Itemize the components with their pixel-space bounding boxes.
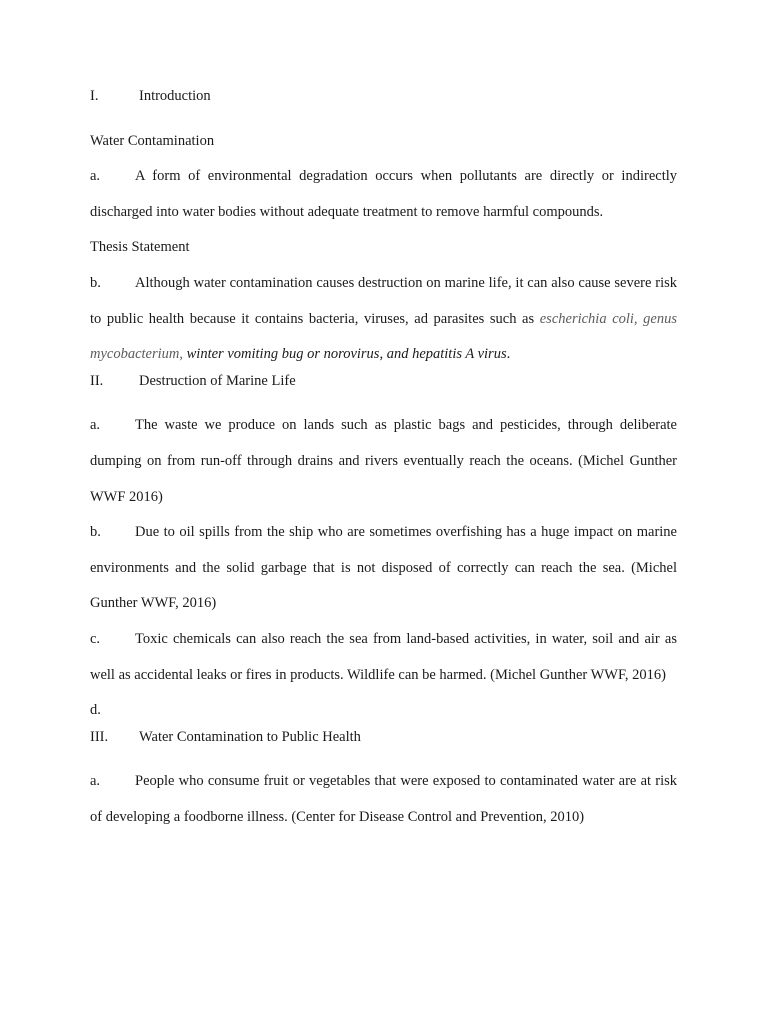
outline-item-2d bbox=[90, 693, 677, 729]
section-heading-1 bbox=[90, 88, 677, 124]
section-title: Introduction bbox=[139, 88, 211, 104]
item-text: Toxic chemicals can also reach the sea from land-based activities, in water, soil and air as well as accidental leaks or fires in products. Wildlife can be harmed. (Michel Gunther WWF, 2016) bbox=[90, 630, 677, 683]
item-text: Due to oil spills from the ship who are sometimes overfishing has a huge impact on marine environments and the solid garbage that is not disposed of correctly can reach the sea. (Michel Gunther WWF, 2016) bbox=[90, 524, 677, 612]
item-label: a. bbox=[90, 773, 101, 790]
section-number: II. bbox=[90, 372, 104, 389]
outline-item-2a bbox=[90, 408, 677, 515]
sentence-end: . bbox=[506, 346, 511, 363]
section-title: Water Contamination to Public Health bbox=[139, 728, 361, 745]
item-label: a. bbox=[90, 417, 101, 434]
section-number: III. bbox=[90, 728, 109, 745]
document-page bbox=[90, 88, 677, 835]
italic-species-gray: escherichia coli, genus mycobacterium, bbox=[90, 310, 677, 363]
outline-item-1a bbox=[90, 159, 677, 230]
item-label: a. bbox=[90, 168, 101, 185]
outline-item-1b bbox=[90, 266, 677, 373]
section-number: I. bbox=[90, 88, 99, 104]
item-text: People who consume fruit or vegetables that were exposed to contaminated water are at risk of developing a foodborne illness. (Center for Disease Control and Prevention, 2010) bbox=[90, 773, 677, 825]
section-heading-2 bbox=[90, 373, 677, 409]
section-title: Destruction of Marine Life bbox=[139, 372, 296, 389]
subheading-thesis-statement: Thesis Statement bbox=[90, 239, 190, 256]
item-label: d. bbox=[90, 702, 101, 719]
italic-species-dark: winter vomiting bug or norovirus, and hepatitis A virus bbox=[186, 346, 507, 363]
item-text: The waste we produce on lands such as plastic bags and pesticides, through deliberate dumping on from run-off through drains and rivers eventually reach the oceans. (Michel Gunther WWF 2016) bbox=[90, 417, 677, 505]
outline-item-2c bbox=[90, 622, 677, 693]
item-label: b. bbox=[90, 274, 101, 291]
subheading-water-contamination: Water Contamination bbox=[90, 132, 215, 149]
section-heading-3 bbox=[90, 729, 677, 765]
item-label: b. bbox=[90, 524, 101, 541]
outline-item-2b bbox=[90, 515, 677, 622]
outline-item-3a bbox=[90, 764, 677, 835]
item-text: Although water contamination causes destruction on marine life, it can also cause severe risk to public health because it contains bacteria, viruses, ad parasites such as bbox=[90, 274, 677, 327]
item-text: A form of environmental degradation occurs when pollutants are directly or indirectly discharged into water bodies without adequate treatment to remove harmful compounds. bbox=[90, 168, 677, 220]
item-label: c. bbox=[90, 630, 101, 647]
